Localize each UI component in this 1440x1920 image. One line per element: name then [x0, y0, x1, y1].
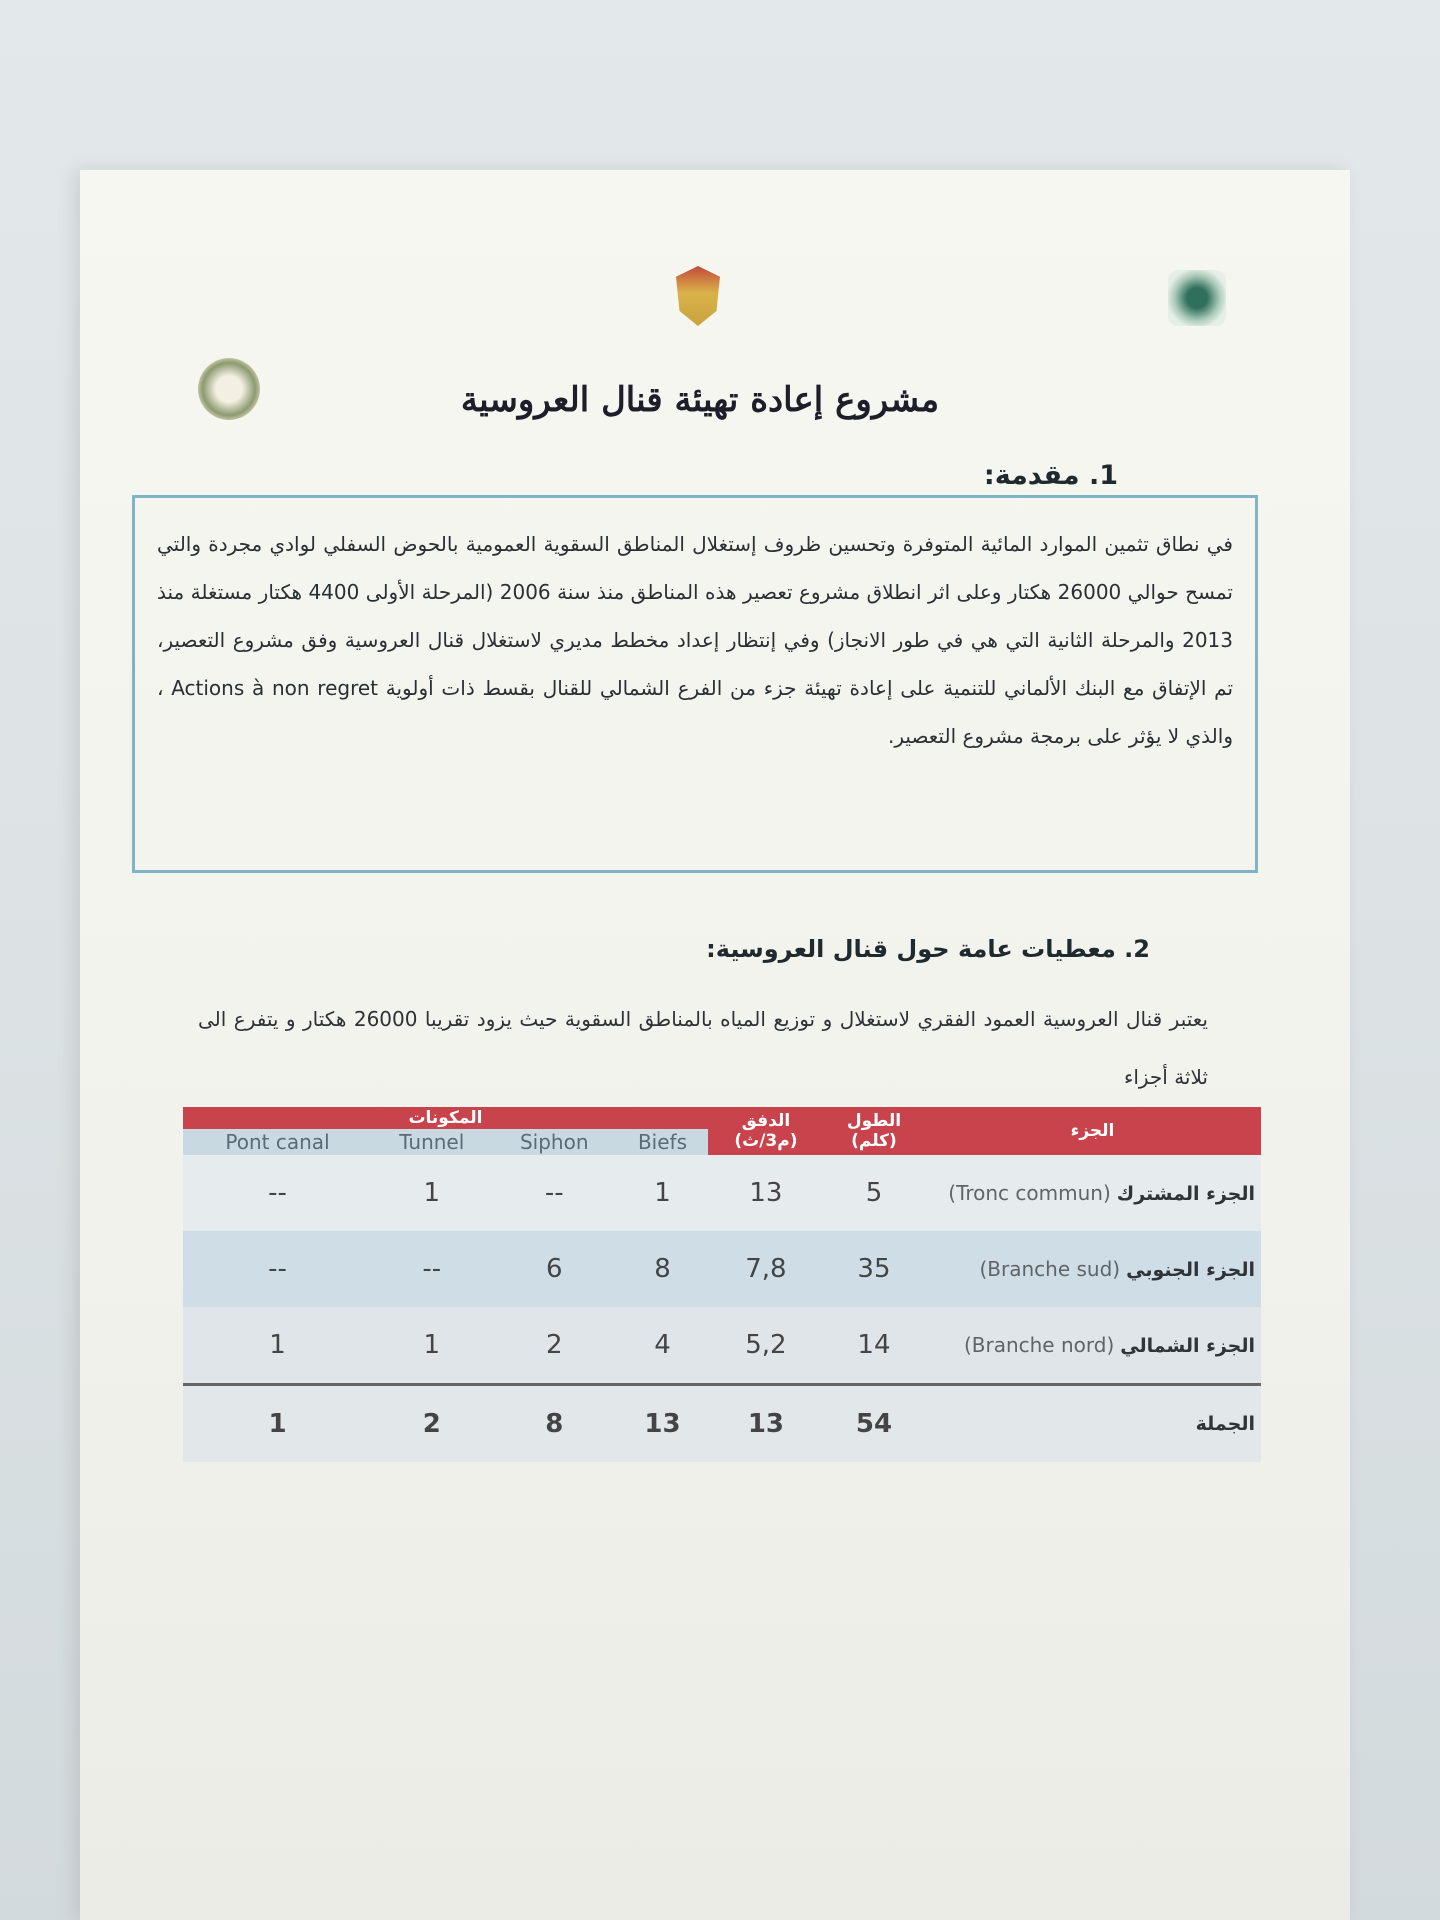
document-title: مشروع إعادة تهيئة قنال العروسية	[460, 380, 940, 420]
part-name-fr: (Branche sud)	[979, 1257, 1121, 1281]
total-label-text: الجملة	[1195, 1413, 1255, 1435]
part-name-fr: (Tronc commun)	[948, 1181, 1111, 1205]
header-flow-label: الدفق	[741, 1111, 791, 1131]
cell-pont: --	[183, 1155, 372, 1231]
part-name-ar: الجزء الجنوبي	[1126, 1259, 1255, 1281]
table-row	[183, 1231, 1261, 1307]
cell-siphon: 6	[491, 1231, 617, 1307]
cell-part-name	[924, 1307, 1261, 1385]
cell-flow: 5,2	[708, 1307, 824, 1385]
agency-logo-icon	[198, 358, 260, 420]
table-row	[183, 1307, 1261, 1385]
cell-tunnel: 1	[372, 1307, 491, 1385]
total-length: 54	[824, 1385, 924, 1463]
cell-siphon: 2	[491, 1307, 617, 1385]
header-length	[824, 1107, 924, 1155]
part-name-ar: الجزء الشمالي	[1120, 1335, 1255, 1357]
subheader-biefs: Biefs	[617, 1129, 708, 1155]
cell-pont: 1	[183, 1307, 372, 1385]
national-emblem-icon	[676, 266, 720, 326]
total-biefs: 13	[617, 1385, 708, 1463]
intro-paragraph: في نطاق تثمين الموارد المائية المتوفرة وتحسين ظروف إستغلال المناطق السقوية العمومية بالحوض السفلي لوادي مجردة والتي تمسح حوالي 26000 هكتار وعلى اثر انطلاق مشروع تعصير هذه المناطق منذ سنة 2006 (المرحلة الأولى 4400 هكتار مستغلة منذ 2013 والمرحلة الثانية التي هي في طور الانجاز) وفي إنتظار إعداد مخطط مديري لاستغلال قنال العروسية وفق مشروع التعصير، تم الإتفاق مع البنك الألماني للتنمية على إعادة تهيئة جزء من الفرع الشمالي للقنال بقسط ذات أولوية Actions à non regret ، والذي لا يؤثر على برمجة مشروع التعصير.	[157, 532, 1234, 748]
header-length-label: الطول	[846, 1111, 902, 1131]
general-data-paragraph: يعتبر قنال العروسية العمود الفقري لاستغلال و توزيع المياه بالمناطق السقوية حيث يزود تقريبا 26000 هكتار و يتفرع الى ثلاثة أجزاء	[198, 1007, 1208, 1089]
canal-components-table	[183, 1107, 1261, 1462]
cell-tunnel: 1	[372, 1155, 491, 1231]
section-heading-intro: 1. مقدمة:	[983, 460, 1118, 491]
cell-tunnel: --	[372, 1231, 491, 1307]
cell-part-name	[924, 1231, 1261, 1307]
total-label	[924, 1385, 1261, 1463]
table-row	[183, 1155, 1261, 1231]
intro-text-box	[132, 495, 1258, 873]
part-name-fr: (Branche nord)	[963, 1333, 1115, 1357]
cell-length: 14	[824, 1307, 924, 1385]
cell-flow: 13	[708, 1155, 824, 1231]
subheader-siphon: Siphon	[491, 1129, 617, 1155]
cell-part-name	[924, 1155, 1261, 1231]
paper-sheet	[80, 170, 1350, 1920]
header-flow-unit: (م3/ث)	[734, 1131, 798, 1151]
total-tunnel: 2	[372, 1385, 491, 1463]
cell-siphon: --	[491, 1155, 617, 1231]
header-components: المكونات	[183, 1107, 708, 1129]
part-name-ar: الجزء المشترك	[1116, 1183, 1255, 1205]
total-pont: 1	[183, 1385, 372, 1463]
ministry-logo-icon	[1168, 270, 1226, 326]
subheader-pont-canal: Pont canal	[183, 1129, 372, 1155]
cell-biefs: 1	[617, 1155, 708, 1231]
cell-biefs: 4	[617, 1307, 708, 1385]
total-siphon: 8	[491, 1385, 617, 1463]
table-total-row	[183, 1385, 1261, 1463]
cell-pont: --	[183, 1231, 372, 1307]
cell-length: 35	[824, 1231, 924, 1307]
cell-length: 5	[824, 1155, 924, 1231]
header-length-unit: (كلم)	[851, 1131, 897, 1151]
section-heading-general-data: 2. معطيات عامة حول قنال العروسية:	[706, 935, 1150, 963]
header-flow	[708, 1107, 824, 1155]
cell-flow: 7,8	[708, 1231, 824, 1307]
total-flow: 13	[708, 1385, 824, 1463]
header-part: الجزء	[924, 1107, 1261, 1155]
cell-biefs: 8	[617, 1231, 708, 1307]
subheader-tunnel: Tunnel	[372, 1129, 491, 1155]
